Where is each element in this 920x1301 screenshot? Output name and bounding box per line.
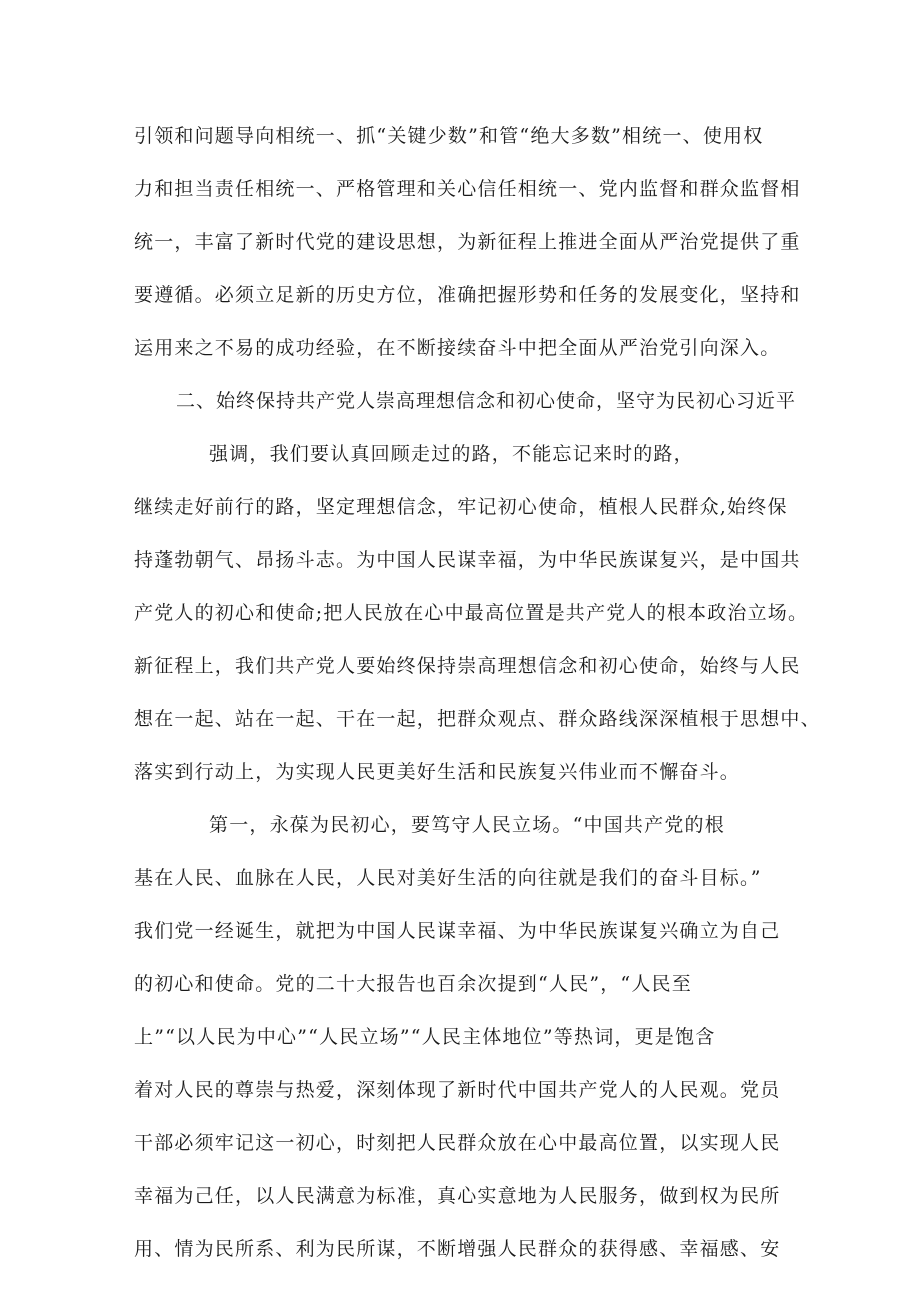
paragraph-3-line-8: 幸福为己任，以人民满意为标准，真心实意地为人民服务，做到权为民所 (134, 1185, 781, 1207)
paragraph-2-line-7: 落实到行动上，为实现人民更美好生活和民族复兴伟业而不懈奋斗。 (134, 761, 741, 783)
paragraph-3-line-3: 我们党一经诞生，就把为中国人民谋幸福、为中华民族谋复兴确立为自己 (134, 920, 781, 942)
paragraph-1-line-2: 力和担当责任相统一、严格管理和关心信任相统一、党内监督和群众监督相 (134, 178, 801, 200)
paragraph-3-line-1: 第一，永葆为民初心，要笃守人民立场。“中国共产党的根 (209, 814, 725, 836)
paragraph-1-line-3: 统一，丰富了新时代党的建设思想，为新征程上推进全面从严治党提供了重 (134, 231, 801, 253)
paragraph-1-line-4: 要遵循。必须立足新的历史方位，准确把握形势和任务的发展变化，坚持和 (134, 284, 801, 306)
paragraph-1-line-1: 引领和问题导向相统一、抓“关键少数”和管“绝大多数”相统一、使用权 (134, 125, 764, 147)
paragraph-2-line-5: 新征程上，我们共产党人要始终保持崇高理想信念和初心使命，始终与人民 (134, 655, 801, 677)
paragraph-1-line-5: 运用来之不易的成功经验，在不断接续奋斗中把全面从严治党引向深入。 (134, 337, 781, 359)
paragraph-3-line-4: 的初心和使命。党的二十大报告也百余次提到“人民”，“人民至 (134, 973, 692, 995)
paragraph-3-line-7: 干部必须牢记这一初心，时刻把人民群众放在心中最高位置，以实现人民 (134, 1132, 781, 1154)
paragraph-2-line-3: 持蓬勃朝气、昂扬斗志。为中国人民谋幸福，为中华民族谋复兴，是中国共 (134, 549, 801, 571)
section-heading-2: 二、始终保持共产党人崇高理想信念和初心使命，坚守为民初心习近平 (176, 390, 797, 412)
paragraph-2-line-6: 想在一起、站在一起、干在一起，把群众观点、群众路线深深植根于思想中、 (134, 708, 821, 730)
paragraph-3-line-9: 用、情为民所系、利为民所谋，不断增强人民群众的获得感、幸福感、安 (134, 1238, 781, 1260)
paragraph-2-line-2: 继续走好前行的路，坚定理想信念，牢记初心使命，植根人民群众,始终保 (134, 496, 788, 518)
paragraph-2-line-1: 强调，我们要认真回顾走过的路，不能忘记来时的路， (209, 443, 694, 465)
paragraph-3-line-2: 基在人民、血脉在人民，人民对美好生活的向往就是我们的奋斗目标。” (134, 867, 762, 889)
paragraph-3-line-5: 上”“以人民为中心”“人民立场”“人民主体地位”等热词，更是饱含 (134, 1026, 716, 1048)
paragraph-2-line-4: 产党人的初心和使命;把人民放在心中最高位置是共产党人的根本政治立场。 (134, 602, 809, 624)
paragraph-3-line-6: 着对人民的尊崇与热爱，深刻体现了新时代中国共产党人的人民观。党员 (134, 1079, 781, 1101)
